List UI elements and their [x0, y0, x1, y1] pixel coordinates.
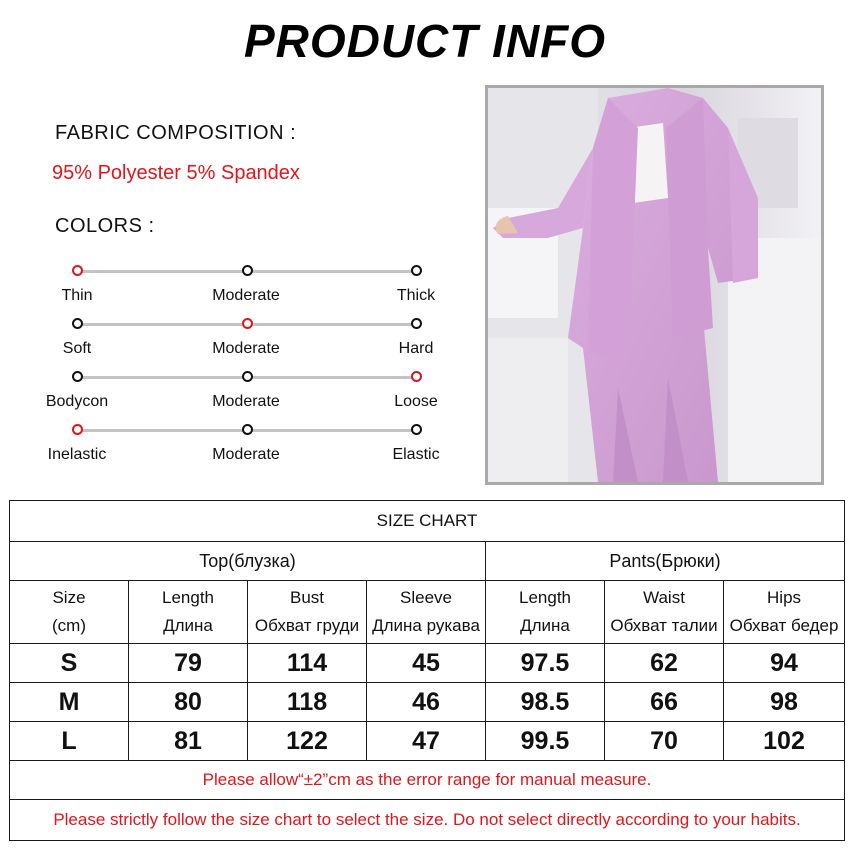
scale-label: Moderate — [212, 287, 280, 304]
scale-dot-bodycon — [72, 371, 83, 382]
scale-dot-soft — [72, 318, 83, 329]
table-cell: 94 — [724, 644, 845, 683]
table-cell: 45 — [367, 644, 486, 683]
product-photo — [485, 85, 824, 485]
table-cell: 46 — [367, 683, 486, 722]
table-cell: 66 — [605, 683, 724, 722]
top-group-header: Top(блузка) — [10, 542, 486, 581]
scale-label: Hard — [398, 340, 434, 357]
fabric-composition-label: FABRIC COMPOSITION : — [55, 122, 297, 144]
table-cell: S — [10, 644, 129, 683]
size-chart-title: SIZE CHART — [10, 501, 845, 542]
scale-dot-elastic — [411, 424, 422, 435]
table-cell: L — [10, 722, 129, 761]
scale-dot-moderate — [242, 424, 253, 435]
scale-label: Soft — [62, 340, 92, 357]
scale-label: Moderate — [212, 393, 280, 410]
table-cell: 99.5 — [486, 722, 605, 761]
scale-dot-moderate — [242, 318, 253, 329]
column-header-top-length: Length Длина — [129, 581, 248, 644]
size-chart-table — [9, 500, 845, 841]
table-cell: 97.5 — [486, 644, 605, 683]
column-header-bust: Bust Обхват груди — [248, 581, 367, 644]
table-cell: 118 — [248, 683, 367, 722]
table-cell: 70 — [605, 722, 724, 761]
elasticity-scale — [40, 422, 460, 468]
fabric-composition-value: 95% Polyester 5% Spandex — [52, 162, 300, 184]
scale-label: Thin — [61, 287, 93, 304]
scale-dot-moderate — [242, 371, 253, 382]
table-cell: 122 — [248, 722, 367, 761]
scale-label: Moderate — [212, 340, 280, 357]
table-cell: 81 — [129, 722, 248, 761]
measurement-error-note: Please allow“±2”cm as the error range for manual measure. — [10, 761, 845, 800]
scale-label: Inelastic — [47, 446, 107, 463]
thickness-scale — [40, 263, 460, 309]
scale-dot-thick — [411, 265, 422, 276]
size-selection-note: Please strictly follow the size chart to select the size. Do not select directly according to your habits. — [10, 800, 845, 841]
scale-dot-loose — [411, 371, 422, 382]
table-cell: 80 — [129, 683, 248, 722]
table-cell: 47 — [367, 722, 486, 761]
scale-label: Thick — [396, 287, 436, 304]
table-cell: 98.5 — [486, 683, 605, 722]
scale-dot-inelastic — [72, 424, 83, 435]
scale-dot-thin — [72, 265, 83, 276]
table-cell: 102 — [724, 722, 845, 761]
table-row — [10, 722, 845, 761]
column-header-pants-length: Length Длина — [486, 581, 605, 644]
scale-label: Bodycon — [45, 393, 109, 410]
column-header-sleeve: Sleeve Длина рукава — [367, 581, 486, 644]
page-title: PRODUCT INFO — [243, 15, 607, 67]
pants-group-header: Pants(Брюки) — [486, 542, 845, 581]
scale-dot-hard — [411, 318, 422, 329]
column-header-waist: Waist Обхват талии — [605, 581, 724, 644]
softness-scale — [40, 316, 460, 362]
colors-label: COLORS : — [55, 215, 155, 237]
table-cell: 98 — [724, 683, 845, 722]
table-cell: 114 — [248, 644, 367, 683]
column-header-hips: Hips Обхват бедер — [724, 581, 845, 644]
table-row — [10, 683, 845, 722]
column-header-size: Size (cm) — [10, 581, 129, 644]
scale-label: Loose — [394, 393, 438, 410]
table-cell: M — [10, 683, 129, 722]
table-row — [10, 644, 845, 683]
table-cell: 62 — [605, 644, 724, 683]
scale-label: Moderate — [212, 446, 280, 463]
table-cell: 79 — [129, 644, 248, 683]
product-photo-illustration — [488, 88, 821, 482]
scale-label: Elastic — [392, 446, 440, 463]
scale-dot-moderate — [242, 265, 253, 276]
fit-scale — [40, 369, 460, 415]
